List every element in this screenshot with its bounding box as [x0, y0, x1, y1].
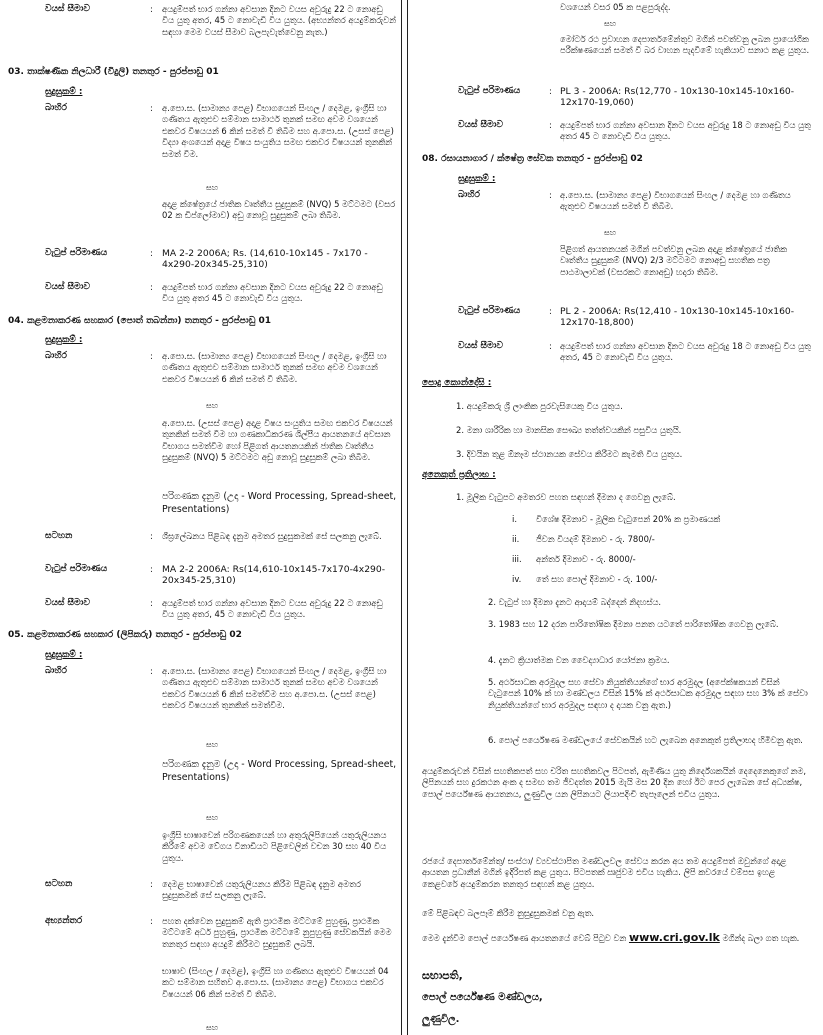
and-text: සහ [205, 401, 219, 410]
internal-label: අභ්‍යන්තර [45, 916, 83, 926]
computer-knowledge-text: පරිගණක දැනුම (උදා - Word Processing, Spread-sheet, Presentations) [162, 759, 397, 783]
age-limit-label: වයස් සීමාව [45, 4, 90, 14]
canvassing-warning: මේ පිළිබඳව බලපෑම් කිරීම නුසුදුසුකමක් වනු ඇත. [422, 908, 595, 918]
salary-label: වැටුප් පරිමාණය [458, 306, 521, 316]
sub-item-text: විශේෂ දීමනාව - මූලික වැටුපෙන් 20% ක ප්‍රමාණයක් [536, 514, 721, 524]
sub-item-text: අන්තර් දීමනාව - රු. 8000/- [536, 554, 636, 564]
colon: : [150, 4, 153, 14]
driving-test-text: මෝටර් රථ ප්‍රවාහන දෙපාර්තමේන්තුව මගින් පවත්වනු ලබන ප්‍රායෝගික පරීක්ෂණයෙන් සමත් වී බර වාහන පැදවීමේ හැකියාව සනාථ කළ යුතුය. [560, 34, 810, 56]
sub-item-number: i. [512, 514, 517, 524]
list-item: 1. මූලික වැටුපට අමතරව පහත සඳහන් දීමනා ද ගෙවනු ලැබේ. [456, 492, 676, 502]
external-qual-text: අ.පො.ස. (සාමාන්‍ය පෙළ) විභාගයෙන් සිංහල / දෙමළ, ඉංග්‍රීසි හා ගණිතය ඇතුළුව සම්මාන සාමාර්ථ තුනක් සමඟ අවම වශයෙන් එකවර විෂයයන් 6 කින් සමත් වී තිබීම. [162, 351, 387, 384]
external-label: බාහිර [45, 103, 67, 113]
internal-ol-text: භාෂාව (සිංහල / දෙමළ), ඉංග්‍රීසි හා ගණිතය ඇතුළුව විෂයයන් 04 කට සම්මාන සහිතව අ.පො.ස. (සාමාන්‍ය පෙළ) විභාගය එකවර විෂයයන් 06 කින් සමත් වී තිබීම. [162, 966, 389, 999]
age-limit-text: අයදුම්පත් භාර ගන්නා අවසාන දිනට වයස අවුරුදු 22 ට නොඅඩු විය යුතු අතර, 45 ට නොවැඩි විය යුතුය. (අභ්‍යන්තර අයදුම්කරුවන් සඳහා මෙම වයස් සීමාව බලපැවැත්වෙනු නැත.) [162, 4, 396, 37]
list-item: 5. අර්ථසාධක අරමුදල සහ සේවා නියුක්තියන්ගේ භාර අරමුදල (අපේක්ෂකයන් විසින් වැටුපෙන් 10% ක් හා මණ්ඩලය විසින් 15% ක් අර්ථසාධක අරමුදල සඳහා සහ 3% ක් සේවා නියුක්තියන්ගේ භාර අරමුදල සඳහා ද දායක වනු ඇත.) [488, 677, 808, 710]
internal-qual-text: පහත දක්වෙන සුදුසුකම් ඇති ප්‍රාථමික මට්ටමේ පුහුණු, ප්‍රාථමික මට්ටමේ අර්ධ පුහුණු, ප්‍රාථමික මට්ටමේ නුපුහුණු සේවකයින් මෙම තනතුර සඳහා අයදුම් කිරීමට සුදුසුකම් ලබයි. [162, 916, 392, 949]
section-04-title: 04. කළමනාකරණ සහකාර (පොත් තබන්නා) තනතුර - පුරප්පාඩු 01 [8, 316, 272, 326]
list-item: 3. දිවයින තුළ ඕනෑම ස්ථානයක සේවය කිරීමට කැමති විය යුතුය. [456, 449, 683, 459]
age-limit-label: වයස් සීමාව [45, 282, 90, 292]
section-05-title: 05. කළමනාකරණ සහකාර (ලිපිකරු) තනතුර - පුරප්පාඩු 02 [8, 630, 242, 640]
note-text: දෙමළ භාෂාවෙන් යතුරුලියනය කිරීම පිළිබඳ දැනුම අමතර සුදුසුකමක් සේ සලකනු ලැබේ. [162, 879, 361, 901]
note-label: සටහන [45, 531, 73, 541]
list-item: 1. අයදුම්කරු ශ්‍රී ලාංකික පුරවැසියෙකු විය යුතුය. [456, 401, 623, 411]
salary-text: MA 2-2 2006A: Rs(14,610-10x145-7x170-4x290-20x345-25,310) [162, 564, 386, 587]
note-text: ශීඝ්‍රලේඛනය පිළිබඳ දැනුම අමතර සුදුසුකමක් සේ සලකනු ලැබේ. [162, 531, 382, 541]
signature-title: සභාපති, [422, 969, 463, 982]
sub-item-text: ජීවන වියදම් දීමනාව - රු. 7800/- [536, 534, 655, 544]
signature-board: පොල් පර්යේෂණ මණ්ඩලය, [422, 992, 543, 1003]
external-label: බාහිර [45, 666, 67, 676]
salary-text: PL 2 - 2006A: Rs(12,410 - 10x130-10x145-10x160-12x170-18,800) [560, 306, 795, 329]
and-text: සහ [205, 183, 219, 192]
sub-item-text: තේ සහ පොල් දීමනාව - රු. 100/- [536, 574, 658, 584]
and-text: සහ [205, 1023, 219, 1032]
and-text: සහ [205, 740, 219, 749]
qualifications-heading: සුදුසුකම් : [45, 650, 83, 660]
sub-item-number: iii. [512, 554, 522, 564]
section-03-title: 03. තාක්ෂණික නිලධාරී (විදුලි) තනතුර - පුරප්පාඩු 01 [8, 67, 219, 77]
age-limit-text: අයදුම්පත් භාර ගන්නා අවසාන දිනට වයස අවුරුදු 18 ට නොඅඩු විය යුතු අතර, 45 ට නොවැඩි විය යුතුය. [560, 341, 811, 363]
note-label: සටහන [45, 879, 73, 889]
age-limit-label: වයස් සීමාව [458, 341, 503, 351]
government-employee-note: රජයේ දෙපාර්තමේන්තු/ සංස්ථා/ ව්‍යවස්ථාපිත මණ්ඩලවල සේවය කරන අය තම අයදුම්පත් ඔවුන්ගේ අදාළ ආයතන ප්‍රධානීන් මගින් ඉදිරිපත් කළ යුතුය. පිටපතක් ඍජුවම එවිය හැකිය. ලිපි කවරයේ වම්පස ඉහළ කෙළවරේ අයදුම්කරන තනතුර සඳහන් කළ යුතුය. [422, 856, 787, 889]
and-text: සහ [603, 19, 617, 28]
age-limit-text: අයදුම්පත් භාර ගන්නා අවසාන දිනට වයස අවුරුදු 22 ට නොඅඩු විය යුතු අතර, 45 ට නොවැඩි විය යුතුය. [162, 598, 383, 620]
column-divider [401, 0, 408, 1035]
salary-label: වැටුප් පරිමාණය [45, 564, 108, 574]
age-limit-label: වයස් සීමාව [458, 120, 503, 130]
salary-label: වැටුප් පරිමාණය [45, 248, 108, 258]
list-item: 4. දැනට ක්‍රියාත්මක වන වෛද්‍යාධාර යෝජනා ක්‍රමය. [488, 655, 670, 665]
salary-text: PL 3 - 2006A: Rs(12,770 - 10x130-10x145-10x160-12x170-19,060) [560, 86, 795, 109]
external-qual-text: අ.පො.ස. (සාමාන්‍ය පෙළ) විභාගයෙන් සිංහල / දෙමළ, ඉංග්‍රීසි හා ගණිතය ඇතුළුව සම්මාන සාමාර්ථ තුනක් සමඟ අවම වශයෙන් එකවර විෂයයන් 6 කින් සමත් වී තිබීම සහ අ.පො.ස. (උසස් පෙළ) විද්‍යා අංශයෙන් අදාළ විෂය සංයුතිය සමඟ එකවර විෂයයන් තුනකින් සමත් වීම. [162, 103, 394, 159]
computer-knowledge-text: පරිගණක දැනුම (උදා - Word Processing, Spread-sheet, Presentations) [162, 491, 397, 515]
external-label: බාහිර [45, 351, 67, 361]
qualifications-heading: සුදුසුකම් : [45, 335, 83, 345]
qualifications-heading: සුදුසුකම් : [45, 87, 83, 97]
application-instructions: අයදුම්කරුවන් විසින් සහතිකපත් සහ චරිත සහතිකවල පිටපත්, ඇමිණිය යුතු නිර්දේශකයින් දෙදෙනෙකුගේ නම, ලිපිනයන් සහ දුරකථන අංක ද සමඟ තම ජීවදත්ත 2015 මැයි මස 20 දින හෝ ඊට පෙර ලැබෙන සේ අධ්‍යක්ෂ, පොල් පර්යේෂණ ආයතනය, ලුණුවිල යන ලිපිනයට ලියාපදිංචි තැපෑලෙන් එවිය යුතුය. [422, 766, 807, 799]
external-label: බාහිර [458, 190, 480, 200]
list-item: 6. පොල් පර්යේෂණ මණ්ඩලයේ සේවකයින් හට ලැබෙන අනෙකුත් ප්‍රතිලාභද හිමිවනු ඇත. [488, 735, 803, 745]
website-note-suffix: මගින්ද බලා ගත හැක. [722, 933, 800, 943]
other-benefits-heading: අනෙකුත් ප්‍රතිලාභ : [422, 470, 496, 480]
website-link[interactable]: www.cri.gov.lk [628, 931, 720, 944]
salary-label: වැටුප් පරිමාණය [458, 86, 521, 96]
list-item: 3. 1983 සහ 12 දරන පාරිතෝෂික දීමනා පනත යටතේ පාරිතෝෂික ගෙවනු ලැබේ. [488, 619, 779, 629]
age-limit-label: වයස් සීමාව [45, 598, 90, 608]
sub-item-number: iv. [512, 574, 522, 584]
al-qual-text: අ.පො.ස. (උසස් පෙළ) අදාළ විෂය සංයුතිය සමඟ එකවර විෂයයන් තුනකින් සමත් වීම හා ගණකාධිකරණ ශිල්පීය ආයතනයේ අවසාන විභාගය සමත්වීම හෝ පිළිගත් ආයතනයකින් ජාතික වෘත්තීය සුදුසුකම් (NVQ) 5 මට්ටමට අඩු නොවූ සුදුසුකම් ලබා තිබීම. [162, 418, 393, 463]
website-note [422, 932, 812, 944]
nvq-qual-text: අදාළ ක්ෂේත්‍රයේ ජාතික වෘත්තීය සුදුසුකම් (NVQ) 5 මට්ටමට (වසර 02 ක ඩිප්ලෝමාව) අඩු නොවූ සුදුසුකම් ලබා තිබීම. [162, 199, 396, 221]
age-limit-text: අයදුම්පත් භාර ගන්නා අවසාන දිනට වයස අවුරුදු 22 ට නොඅඩු විය යුතු අතර 45 ට නොවැඩි විය යුතුය. [162, 282, 383, 304]
general-conditions-heading: පොදු කොන්දේසි : [422, 378, 492, 388]
list-item: 2. මනා ශාරීරික හා මානසික සෞඛ්‍ය තත්ත්වයකින් පසුවිය යුතුයි. [456, 425, 682, 435]
age-limit-text: අයදුම්පත් භාර ගන්නා අවසාන දිනට වයස අවුරුදු 18 ට නොඅඩු විය යුතු අතර 45 ට නොවැඩි විය යුතුය. [560, 120, 811, 142]
salary-text: MA 2-2 2006A; Rs. (14,610-10x145 - 7x170 - 4x290-20x345-25,310) [162, 248, 368, 271]
section-08-title: 08. රසායනාගාර / ක්ෂේත්‍ර සේවක තනතුර - පුරප්පාඩු 02 [422, 154, 643, 164]
typing-speed-text: ඉංග්‍රීසි භාෂාවෙන් පරිගණකයෙන් හා අතුරුලිපියෙන් යතුරුලියනය කිරීමේ අවම වේගය විනාඩියට පිළිවෙලින් වචන 30 සහ 40 විය යුතුය. [162, 830, 387, 863]
external-qual-text: අ.පො.ස. (සාමාන්‍ය පෙළ) විභාගයෙන් සිංහල / දෙමළ හා ගණිතය ඇතුළුව විෂයයන් සමත් වී තිබීම. [560, 190, 791, 212]
sub-item-number: ii. [512, 534, 520, 544]
list-item: 2. වැටුප් හා දීමනා දැනට ආදායම් බද්දෙන් නිදහස්ය. [488, 597, 662, 607]
experience-text: වශයෙන් වසර 05 ක පළපුරුද්ද. [560, 2, 671, 12]
qualifications-heading: සුදුසුකම් : [458, 174, 496, 184]
and-text: සහ [603, 228, 617, 237]
and-text: සහ [205, 813, 219, 822]
nvq-qual-text: පිළිගත් ආයතනයක් මගින් පවත්වනු ලබන අදාළ ක්ෂේත්‍රයේ ජාතික වෘත්තීය සුදුසුකම් (NVQ) 2/3 මට්ටමට නොඅඩු සහතික පත්‍ර පාඨමාලාවක් (වසරකට නොඅඩු) හදාරා තිබීම. [560, 244, 787, 277]
external-qual-text: අ.පො.ස. (සාමාන්‍ය පෙළ) විභාගයෙන් සිංහල / දෙමළ, ඉංග්‍රීසි හා ගණිතය ඇතුළුව සම්මාන සාමාර්ථ තුනක් සමඟ අවම වශයෙන් එකවර විෂයයන් 6 කින් සමත්වීම සහ අ.පො.ස. (උසස් පෙළ) එකවර විෂයයන් තුනකින් සමත්වීම. [162, 666, 387, 711]
signature-location: ලුණුවිල. [422, 1014, 460, 1025]
website-note-prefix: මෙම දැන්වීම පොල් පර්යේෂණ ආයතනයේ වෙබ් පිටුව වන [422, 933, 627, 943]
